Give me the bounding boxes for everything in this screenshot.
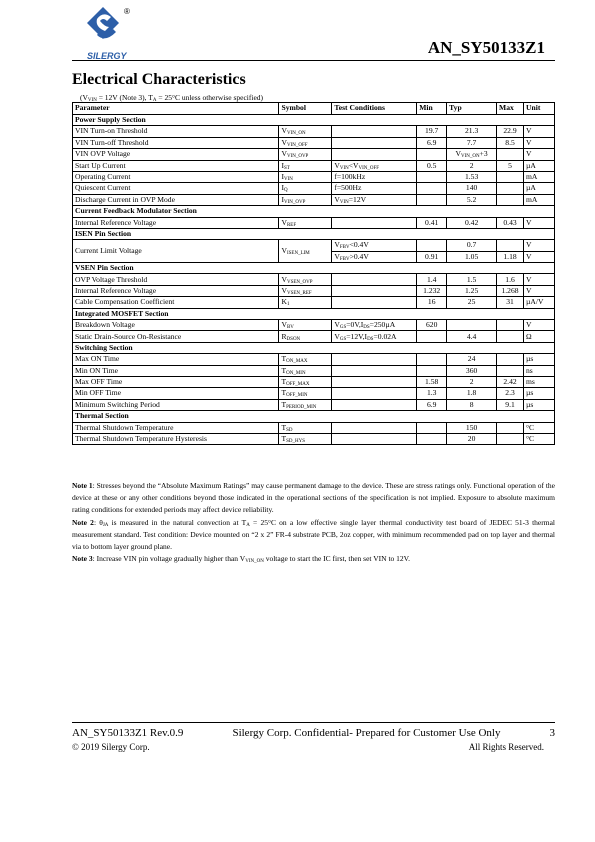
typ-cell: 1.5 [447,274,497,285]
min-cell: 6.9 [417,399,447,410]
footer-line-1 [72,727,555,739]
condition-cell [332,285,417,296]
min-cell: 620 [417,320,447,331]
registered-mark: ® [124,7,130,16]
unit-cell: V [524,274,555,285]
typ-cell: 24 [447,354,497,365]
param-cell: Cable Compensation Coefficient [73,297,279,308]
param-cell: VIN OVP Voltage [73,149,279,160]
unit-cell: Ω [524,331,555,342]
max-cell [497,331,524,342]
condition-cell: $V_{GS}=0V,I_{DS}=250\mu A$ [332,320,417,331]
min-cell: 0.91 [417,251,447,262]
typ-cell: $V_{VIN\_ON}+3$ [447,149,497,160]
section-label: Current Feedback Modulator Section [73,206,555,217]
max-cell: 1.268 [497,285,524,296]
min-cell: 6.9 [417,137,447,148]
table-row [73,422,555,433]
max-cell: 8.5 [497,137,524,148]
max-cell [497,354,524,365]
min-cell [417,183,447,194]
max-cell: 9.1 [497,399,524,410]
symbol-cell: $T_{SD}$ [279,422,332,433]
max-cell [497,183,524,194]
condition-cell [332,376,417,387]
max-cell [497,365,524,376]
max-cell: 5 [497,160,524,171]
param-cell: Min ON Time [73,365,279,376]
min-cell: 0.5 [417,160,447,171]
max-cell [497,240,524,251]
typ-cell: 20 [447,433,497,444]
min-cell [417,149,447,160]
test-conditions-note: ($V_{VIN} = 12V$ (Note 3), $T_A = 25^\circ C$ unless otherwise specified) [80,93,264,103]
header-cell: Symbol [279,103,332,115]
section-row [73,263,555,274]
silergy-logo [83,5,135,63]
typ-cell: 25 [447,297,497,308]
typ-cell: 1.05 [447,251,497,262]
condition-cell [332,274,417,285]
section-row [73,228,555,239]
unit-cell: V [524,126,555,137]
header-cell: Typ [447,103,497,115]
unit-cell: ns [524,365,555,376]
unit-cell: °C [524,433,555,444]
symbol-cell: $K_1$ [279,297,332,308]
symbol-cell: $T_{PERIOD\_MIN}$ [279,399,332,410]
table-row [73,160,555,171]
header-cell: Unit [524,103,555,115]
symbol-cell: $I_Q$ [279,183,332,194]
param-cell: Static Drain-Source On-Resistance [73,331,279,342]
condition-cell: $V_{FBV}>0.4V$ [332,251,417,262]
table-row [73,388,555,399]
condition-cell [332,297,417,308]
typ-cell: 360 [447,365,497,376]
section-label: VSEN Pin Section [73,263,555,274]
symbol-cell: $V_{VIN\_ON}$ [279,126,332,137]
header-cell: Test Conditions [332,103,417,115]
table-row [73,126,555,137]
header-cell: Min [417,103,447,115]
condition-cell [332,365,417,376]
param-cell: Operating Current [73,171,279,182]
table-header-row [73,103,555,115]
table-row [73,217,555,228]
table-row [73,376,555,387]
param-cell: Minimum Switching Period [73,399,279,410]
section-label: Switching Section [73,342,555,353]
unit-cell: µA [524,160,555,171]
doc-revision: AN_SY50133Z1 Rev.0.9 [72,727,184,739]
unit-cell: mA [524,194,555,205]
unit-cell: µA/V [524,297,555,308]
param-cell: VIN Turn-off Threshold [73,137,279,148]
section-row [73,308,555,319]
max-cell: 1.6 [497,274,524,285]
typ-cell: 150 [447,422,497,433]
condition-cell: $V_{GS}=12V,I_{DS}=0.02A$ [332,331,417,342]
condition-cell [332,399,417,410]
param-cell: Current Limit Voltage [73,240,279,263]
symbol-cell: $V_{BV}$ [279,320,332,331]
typ-cell [447,320,497,331]
max-cell [497,433,524,444]
typ-cell: 8 [447,399,497,410]
unit-cell: ms [524,376,555,387]
table-row [73,137,555,148]
max-cell: 0.43 [497,217,524,228]
confidential-notice: Silergy Corp. Confidential- Prepared for Customer Use Only [232,727,501,739]
symbol-cell: $T_{ON\_MIN}$ [279,365,332,376]
logo-text: SILERGY [87,51,127,61]
section-row [73,342,555,353]
note-2: Note 2: $\theta_{JA}$ is measured in the natural convection at $T_A = 25^\circ C$ on a low effective single layer thermal conductivity test board of JEDEC 51-3 thermal measurement standard. Test condition: Device mounted on “2 x 2” FR-4 substrate PCB, 2oz copper, with minimum recommended pad on top layer and thermal via to bottom layer ground plane. [72,517,555,552]
param-cell: VIN Turn-on Threshold [73,126,279,137]
symbol-cell: $I_{VIN\_OVP}$ [279,194,332,205]
doc-id: AN_SY50133Z1 [427,38,545,57]
symbol-cell: $V_{VSEN\_OVP}$ [279,274,332,285]
table-row [73,433,555,444]
condition-cell [332,422,417,433]
min-cell: 1.232 [417,285,447,296]
min-cell: 1.58 [417,376,447,387]
min-cell [417,171,447,182]
unit-cell: µs [524,354,555,365]
min-cell: 0.41 [417,217,447,228]
symbol-cell: $I_{ST}$ [279,160,332,171]
symbol-cell: $T_{OFF\_MIN}$ [279,388,332,399]
section-label: Power Supply Section [73,115,555,126]
typ-cell: 1.25 [447,285,497,296]
section-row [73,115,555,126]
table-row [73,183,555,194]
param-cell: Internal Reference Voltage [73,217,279,228]
param-cell: Thermal Shutdown Temperature Hysteresis [73,433,279,444]
symbol-cell: $R_{DSON}$ [279,331,332,342]
condition-cell: f=100kHz [332,171,417,182]
table-row [73,320,555,331]
condition-cell [332,137,417,148]
typ-cell: 1.53 [447,171,497,182]
page-number: 3 [549,727,555,739]
table-row [73,354,555,365]
condition-cell [332,388,417,399]
unit-cell: mA [524,171,555,182]
max-cell: 2.42 [497,376,524,387]
max-cell: 1.18 [497,251,524,262]
typ-cell: 1.8 [447,388,497,399]
unit-cell: V [524,251,555,262]
min-cell [417,354,447,365]
min-cell [417,422,447,433]
condition-cell: $V_{FBV}<0.4V$ [332,240,417,251]
symbol-cell: $I_{VIN}$ [279,171,332,182]
condition-cell [332,433,417,444]
max-cell: 2.3 [497,388,524,399]
section-title: Electrical Characteristics [72,71,246,88]
table-row [73,194,555,205]
min-cell: 1.3 [417,388,447,399]
min-cell [417,365,447,376]
table-row [73,399,555,410]
section-row [73,411,555,422]
condition-cell [332,217,417,228]
section-label: ISEN Pin Section [73,228,555,239]
param-cell: Quiescent Current [73,183,279,194]
rights-reserved: All Rights Reserved. [468,742,544,752]
symbol-cell: $T_{ON\_MAX}$ [279,354,332,365]
condition-cell [332,354,417,365]
section-row [73,206,555,217]
copyright: © 2019 Silergy Corp. [72,742,150,752]
unit-cell: V [524,149,555,160]
param-cell: Max ON Time [73,354,279,365]
note-1: Note 1: Stresses beyond the “Absolute Maximum Ratings” may cause permanent damage to the device. These are stress ratings only. Functional operation of the device at these or any other conditions beyond those indicated in the operational sections of the specification is not implied. Exposure to absolute maximum rating conditions for extended periods may affect device reliability. [72,481,556,515]
condition-cell [332,149,417,160]
condition-cell: $V_{VIN}=12V$ [332,194,417,205]
table-row [73,171,555,182]
param-cell: Discharge Current in OVP Mode [73,194,279,205]
table-row [73,285,555,296]
max-cell [497,422,524,433]
condition-cell: f=500Hz [332,183,417,194]
unit-cell: V [524,320,555,331]
unit-cell: V [524,285,555,296]
section-label: Integrated MOSFET Section [73,308,555,319]
param-cell: Min OFF Time [73,388,279,399]
unit-cell: V [524,217,555,228]
param-cell: OVP Voltage Threshold [73,274,279,285]
table-row [73,297,555,308]
symbol-cell: $V_{VIN\_OFF}$ [279,137,332,148]
unit-cell: µA [524,183,555,194]
condition-cell: $V_{VIN}<V_{VIN\_OFF}$ [332,160,417,171]
min-cell [417,194,447,205]
unit-cell: °C [524,422,555,433]
max-cell: 31 [497,297,524,308]
min-cell: 16 [417,297,447,308]
header-cell: Max [497,103,524,115]
max-cell [497,194,524,205]
symbol-cell: $V_{VIN\_OVP}$ [279,149,332,160]
unit-cell: V [524,240,555,251]
max-cell [497,171,524,182]
typ-cell: 2 [447,160,497,171]
max-cell [497,149,524,160]
min-cell [417,331,447,342]
min-cell: 1.4 [417,274,447,285]
max-cell: 22.9 [497,126,524,137]
param-cell: Start Up Current [73,160,279,171]
param-cell: Thermal Shutdown Temperature [73,422,279,433]
typ-cell: 5.2 [447,194,497,205]
typ-cell: 4.4 [447,331,497,342]
symbol-cell: $T_{OFF\_MAX}$ [279,376,332,387]
min-cell [417,240,447,251]
table-row [73,365,555,376]
footer-rule [72,722,555,723]
notes-block [72,480,555,565]
section-label: Thermal Section [73,411,555,422]
typ-cell: 0.42 [447,217,497,228]
unit-cell: µs [524,388,555,399]
symbol-cell: $V_{ISEN\_LIM}$ [279,240,332,263]
header-rule [72,60,555,61]
param-cell: Internal Reference Voltage [73,285,279,296]
symbol-cell: $V_{VSEN\_REF}$ [279,285,332,296]
note-3: Note 3: Increase VIN pin voltage gradually higher than $V_{VIN\_ON}$ voltage to start the IC first, then set VIN to 12V. [72,554,410,565]
typ-cell: 140 [447,183,497,194]
symbol-cell: $T_{SD\_HYS}$ [279,433,332,444]
table-row [73,331,555,342]
electrical-characteristics-table [72,102,555,445]
min-cell [417,433,447,444]
table-row [73,274,555,285]
min-cell: 19.7 [417,126,447,137]
header-cell: Parameter [73,103,279,115]
max-cell [497,320,524,331]
symbol-cell: $V_{REF}$ [279,217,332,228]
unit-cell: V [524,137,555,148]
table-row [73,149,555,160]
footer-line-2 [72,742,544,752]
typ-cell: 0.7 [447,240,497,251]
table-row [73,240,555,251]
typ-cell: 2 [447,376,497,387]
param-cell: Max OFF Time [73,376,279,387]
param-cell: Breakdown Voltage [73,320,279,331]
unit-cell: µs [524,399,555,410]
typ-cell: 7.7 [447,137,497,148]
typ-cell: 21.3 [447,126,497,137]
condition-cell [332,126,417,137]
